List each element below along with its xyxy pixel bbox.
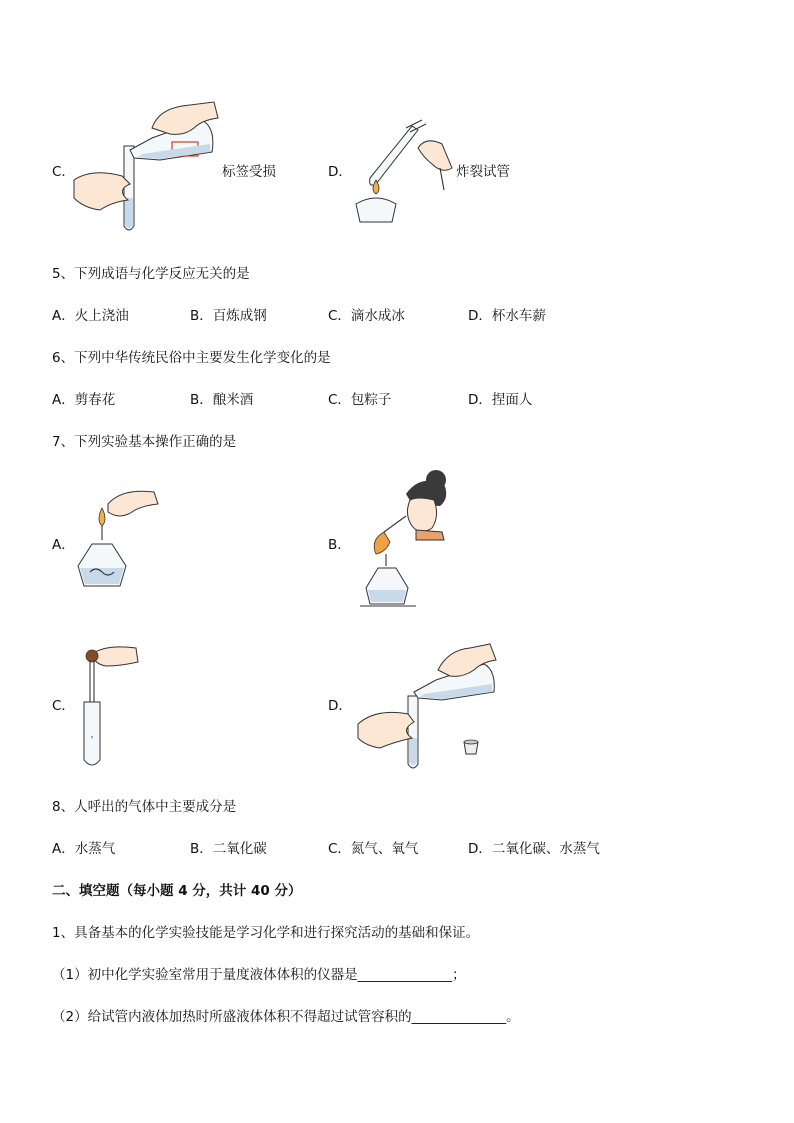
q7-option-a-letter: A． [52, 537, 75, 553]
section-2-title: 二、填空题（每小题 4 分，共计 40 分） [52, 883, 302, 899]
q4-option-c-caption: 标签受损 [222, 164, 276, 180]
fill-1-sub-2: （2）给试管内液体加热时所盛液体体积不得超过试管容积的______________。 [52, 1009, 520, 1025]
q8-option-a: A．水蒸气 [52, 841, 116, 857]
q7-option-c-letter: C． [52, 698, 75, 714]
q7-option-d-letter: D． [328, 698, 352, 714]
q7-stem: 7、下列实验基本操作正确的是 [52, 434, 237, 450]
q4-option-d-letter: D． [328, 164, 352, 180]
q5-option-b: B．百炼成钢 [190, 308, 267, 324]
q5-stem: 5、下列成语与化学反应无关的是 [52, 266, 250, 282]
q8-option-b: B．二氧化碳 [190, 841, 267, 857]
q5-option-c: C．滴水成冰 [328, 308, 405, 324]
dropper-into-test-tube-illustration [80, 644, 140, 768]
q8-stem: 8、人呼出的气体中主要成分是 [52, 799, 237, 815]
q6-option-c: C．包粽子 [328, 392, 392, 408]
q8-option-c: C．氮气、氧气 [328, 841, 419, 857]
q6-option-b: B．酿米酒 [190, 392, 254, 408]
q6-option-d: D．捏面人 [468, 392, 533, 408]
q8-option-d: D．二氧化碳、水蒸气 [468, 841, 600, 857]
pouring-liquid-wrong-label-illustration [72, 98, 222, 238]
q6-stem: 6、下列中华传统民俗中主要发生化学变化的是 [52, 350, 331, 366]
heating-test-tube-wrong-illustration [346, 118, 456, 228]
fill-1-sub-1: （1）初中化学实验室常用于量度液体体积的仪器是______________； [52, 967, 466, 983]
q4-option-d-caption: 炸裂试管 [456, 164, 510, 180]
q5-option-d: D．杯水车薪 [468, 308, 546, 324]
fill-1-stem: 1、具备基本的化学实验技能是学习化学和进行探究活动的基础和保证。 [52, 925, 480, 941]
blowing-out-alcohol-lamp-illustration [360, 470, 456, 608]
q7-option-b-letter: B． [328, 537, 351, 553]
q4-option-c-letter: C． [52, 164, 75, 180]
q5-option-a: A．火上浇油 [52, 308, 129, 324]
lighting-alcohol-lamp-illustration [76, 486, 162, 590]
q6-option-a: A．剪春花 [52, 392, 116, 408]
pouring-liquid-correct-illustration [358, 642, 498, 774]
